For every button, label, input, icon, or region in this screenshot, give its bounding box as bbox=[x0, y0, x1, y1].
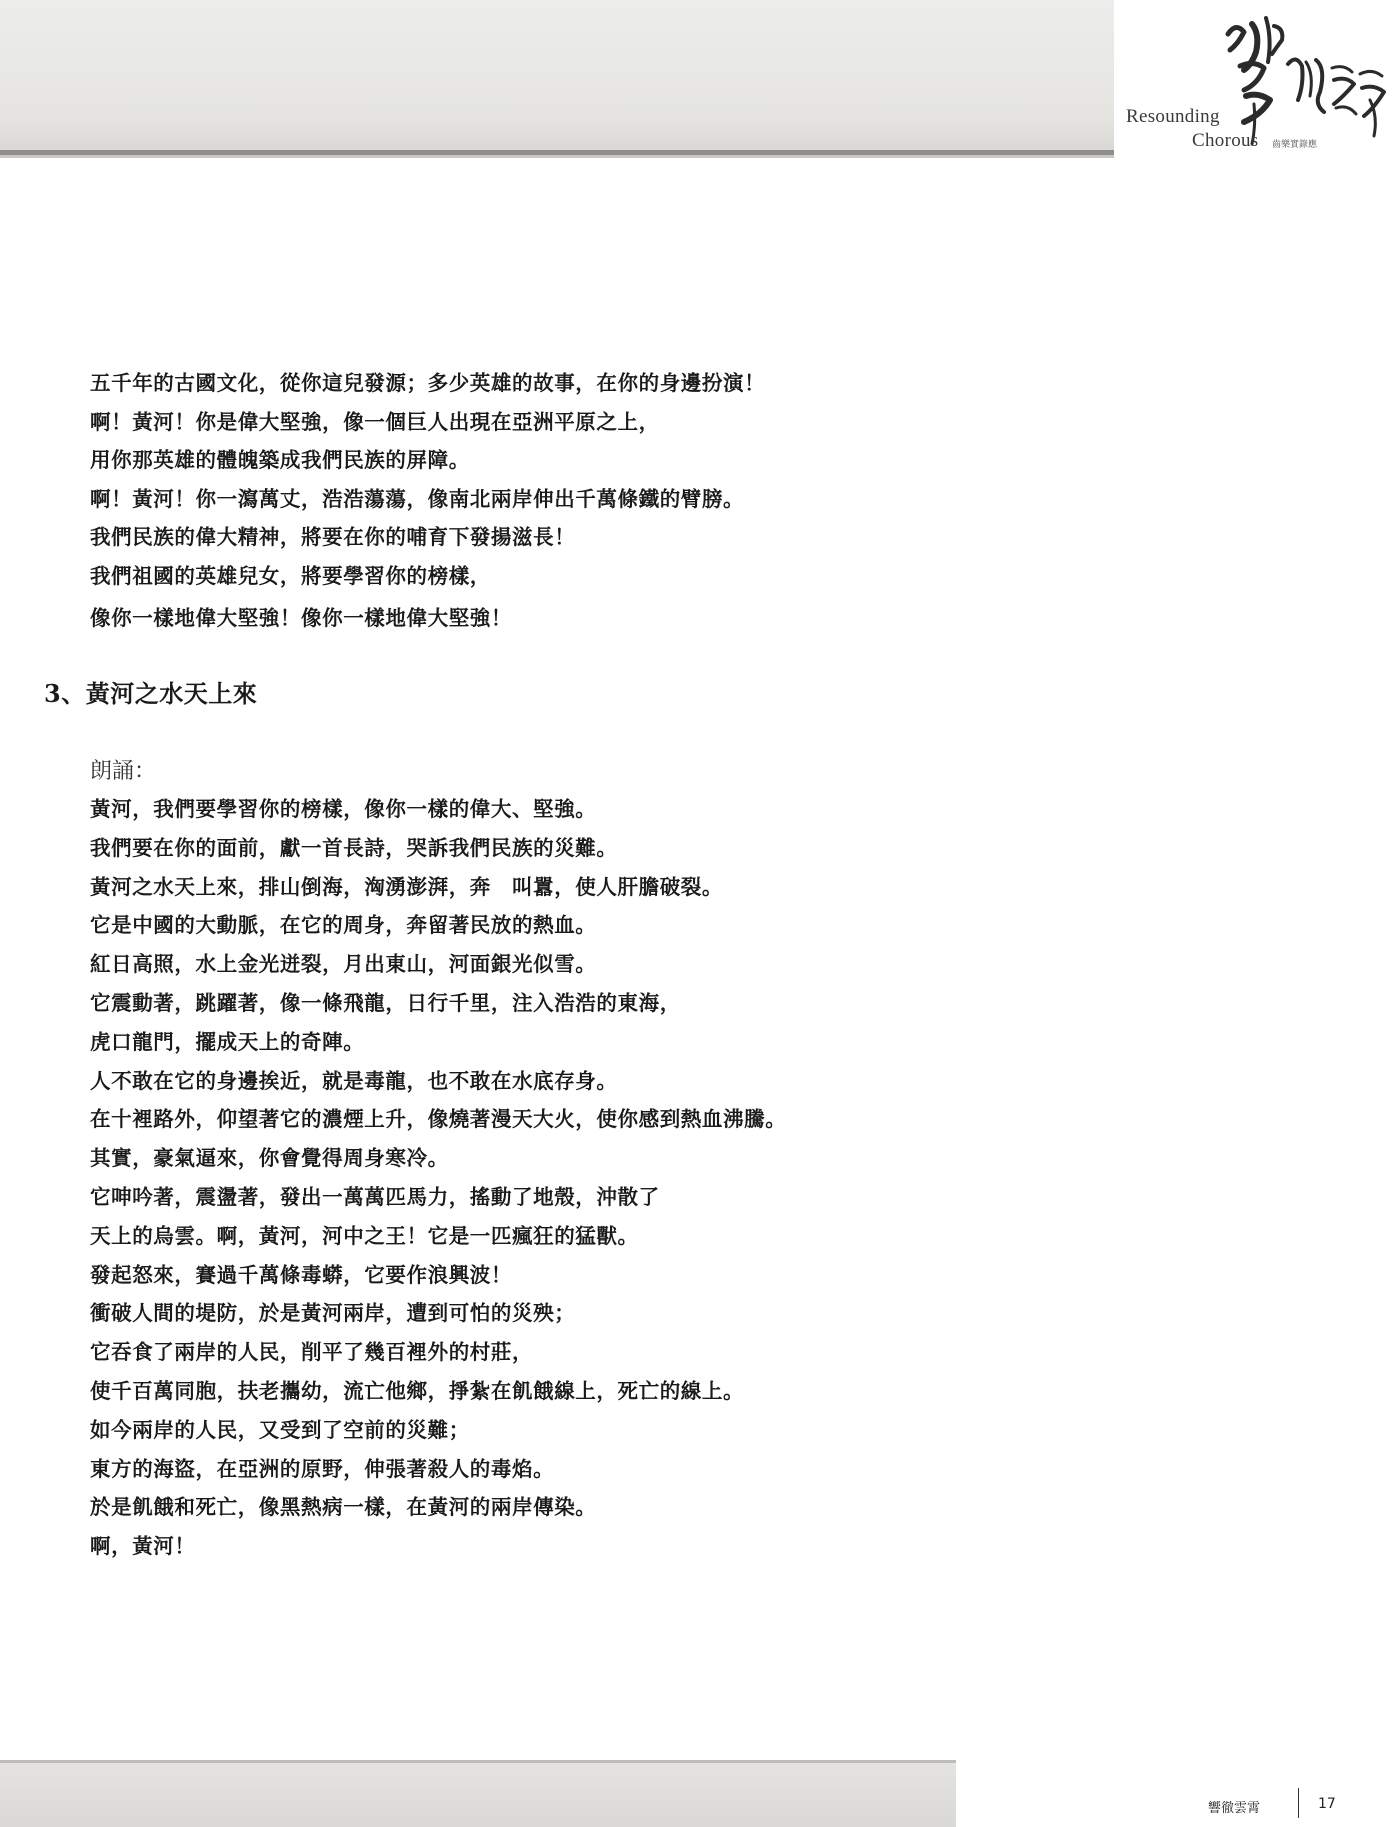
recitation-line: 虎口龍門，擺成天上的奇陣。 bbox=[90, 1029, 365, 1054]
header-band-shadow bbox=[0, 155, 1114, 158]
recitation-line: 於是飢餓和死亡，像黑熱病一樣，在黃河的兩岸傳染。 bbox=[90, 1495, 597, 1520]
recitation-line: 人不敢在它的身邊挨近，就是毒龍，也不敢在水底存身。 bbox=[90, 1068, 618, 1093]
header-band bbox=[0, 0, 1114, 156]
lyric-line: 用你那英雄的體魄築成我們民族的屏障。 bbox=[90, 448, 470, 472]
recite-label: 朗誦： bbox=[90, 759, 157, 784]
lyrics-section3 bbox=[90, 790, 1290, 1566]
recitation-line: 它是中國的大動脈，在它的周身，奔留著民放的熱血。 bbox=[90, 913, 597, 938]
logo-english-line1: Resounding bbox=[1126, 106, 1220, 127]
page-number: 17 bbox=[1318, 1796, 1336, 1812]
logo bbox=[1118, 0, 1398, 165]
lyric-line: 我們祖國的英雄兒女，將要學習你的榜樣， bbox=[90, 563, 491, 588]
lyric-line: 啊！黃河！你是偉大堅強，像一個巨人出現在亞洲平原之上， bbox=[90, 409, 660, 434]
recitation-line: 衝破人間的堤防，於是黃河兩岸，遭到可怕的災殃； bbox=[90, 1301, 576, 1326]
recitation-line: 紅日高照，水上金光迸裂，月出東山，河面銀光似雪。 bbox=[90, 952, 597, 977]
section-heading: 3、黃河之水天上來 bbox=[44, 679, 258, 708]
lyric-line: 像你一樣地偉大堅強！像你一樣地偉大堅強！ bbox=[90, 606, 512, 630]
recitation-line: 如今兩岸的人民，又受到了空前的災難； bbox=[90, 1417, 470, 1442]
lyric-line: 啊！黃河！你一瀉萬丈，浩浩蕩蕩，像南北兩岸伸出千萬條鐵的臂膀。 bbox=[90, 486, 745, 511]
footer-title: 響徹雲霄 bbox=[1208, 1801, 1261, 1816]
recitation-line: 啊，黃河！ bbox=[90, 1534, 196, 1559]
recitation-line: 黃河之水天上來，排山倒海，洶湧澎湃，奔 叫囂，使人肝膽破裂。 bbox=[90, 874, 723, 899]
lyric-line: 我們民族的偉大精神，將要在你的哺育下發揚滋長！ bbox=[90, 525, 576, 549]
recitation-line: 其實，豪氣逼來，你會覺得周身寒冷。 bbox=[90, 1146, 449, 1171]
recitation-line: 使千百萬同胞，扶老攜幼，流亡他鄉，掙紮在飢餓線上，死亡的線上。 bbox=[90, 1378, 745, 1403]
lyrics-part1 bbox=[90, 364, 1290, 638]
recitation-line: 它呻吟著，震盪著，發出一萬萬匹馬力，搖動了地殼，沖散了 bbox=[90, 1184, 660, 1209]
recitation-line: 它震動著，跳躍著，像一條飛龍，日行千里，注入浩浩的東海， bbox=[90, 990, 681, 1015]
recitation-line: 發起怒來，賽過千萬條毒蟒，它要作浪興波！ bbox=[90, 1262, 512, 1287]
recitation-line: 我們要在你的面前，獻一首長詩，哭訴我們民族的災難。 bbox=[90, 835, 618, 860]
footer-divider bbox=[1298, 1788, 1299, 1818]
recitation-line: 在十裡路外，仰望著它的濃煙上升，像燒著漫天大火，使你感到熱血沸騰。 bbox=[90, 1107, 787, 1132]
recitation-line: 天上的烏雲。啊，黃河，河中之王！它是一匹瘋狂的猛獸。 bbox=[90, 1223, 639, 1248]
lyric-line: 五千年的古國文化，從你這兒發源；多少英雄的故事，在你的身邊扮演！ bbox=[90, 371, 766, 395]
recitation-line: 東方的海盜，在亞洲的原野，伸張著殺人的毒焰。 bbox=[90, 1456, 555, 1481]
recitation-line: 黃河，我們要學習你的榜樣，像你一樣的偉大、堅強。 bbox=[90, 797, 597, 821]
recitation-line: 它吞食了兩岸的人民，削平了幾百裡外的村莊， bbox=[90, 1340, 534, 1365]
logo-english-line2: Chorous bbox=[1192, 130, 1259, 151]
footer-band bbox=[0, 1760, 956, 1827]
logo-tagline: 齒樂實錄應 bbox=[1272, 140, 1318, 150]
